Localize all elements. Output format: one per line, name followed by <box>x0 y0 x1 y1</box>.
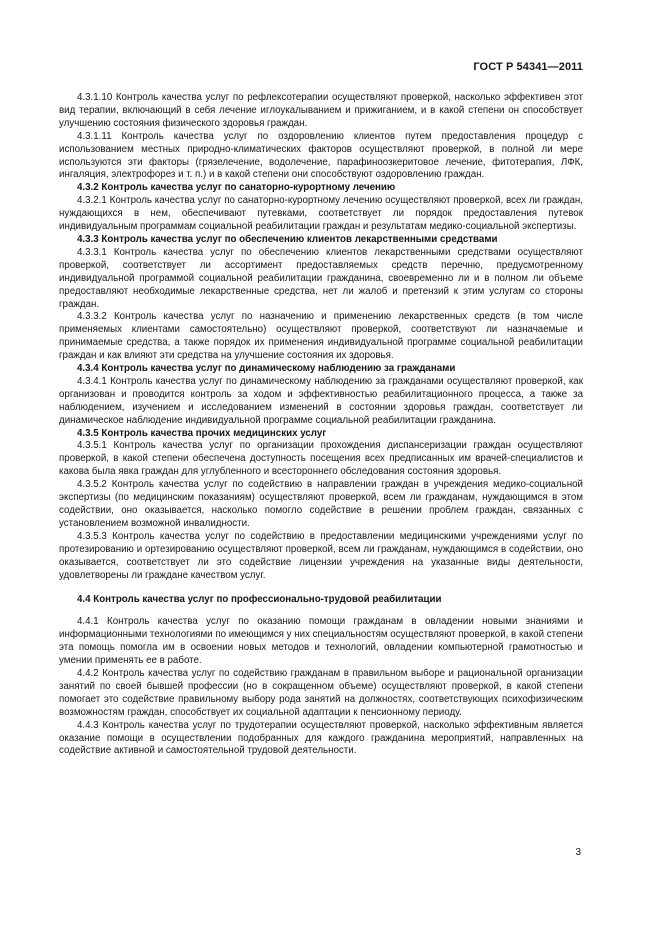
paragraph-4-3-5-3: 4.3.5.3 Контроль качества услуг по содействию в предоставлении медицинскими учреждениями услуг по протезированию и ортезированию осуществляют проверкой, всем ли гражданам, нуждающимся в содействии, оно оказывается, соответствует ли это содействие лицензии учреждения на указанные виды деятельности, удовлетворены ли граждане качеством услуг. <box>59 530 583 581</box>
paragraph-4-3-5-2: 4.3.5.2 Контроль качества услуг по содействию в направлении граждан в учреждения медико-социальной экспертизы (по медицинским показаниям) осуществляют проверкой, всем ли гражданам, нуждающимся в этом содействии, оно оказывается, насколько помогло содействие в решении проблем граждан, связанных с установлением возможной инвалидности. <box>59 479 583 529</box>
paragraph-4-4-2: 4.4.2 Контроль качества услуг по содействию гражданам в правильном выборе и рациональной организации занятий по своей бывшей профессии (но в сокращенном объеме) осуществляют проверкой, в какой степени помогает это содействие правильному выбору рода занятий на должностях, соответствующих психофизическим возможностям граждан, способствует их социальной адаптации к пенсионному периоду. <box>59 667 583 718</box>
section-heading-4-3-2: 4.3.2 Контроль качества услуг по санаторно-курортному лечению <box>77 182 396 194</box>
paragraph-4-3-5-1: 4.3.5.1 Контроль качества услуг по организации прохождения диспансеризации граждан осуществляют проверкой, в какой степени обеспечена доступность посещения всех предписанных им врачей-специалистов и какова была явка граждан для углубленного и всестороннего обследования состояния здоровья. <box>59 440 583 478</box>
paragraph-4-3-2-1: 4.3.2.1 Контроль качества услуг по санаторно-курортному лечению осуществляют проверкой, всех ли граждан, нуждающихся в нем, обеспечивают путевками, соответствует ли порядок предоставления путевок индивидуальным программам социальной реабилитации граждан и результатам медико-социальной экспертизы. <box>59 195 583 233</box>
standard-header: ГОСТ Р 54341—2011 <box>473 61 583 73</box>
paragraph-4-4-1: 4.4.1 Контроль качества услуг по оказанию помощи гражданам в овладении новыми знаниями и информационными технологиями по имеющимся у них специальностям осуществляют проверкой, в какой степени эта помощь помогла им в освоении новых методов и технологий, овладении компьютерной грамотностью и умении применять ее в работе. <box>59 616 583 667</box>
paragraph-4-3-3-1: 4.3.3.1 Контроль качества услуг по обеспечению клиентов лекарственными средствами осуществляют проверкой, соответствует ли ассортимент предоставляемых средств перечню, предусмотренному индивидуальной программой социальной реабилитации гражданина, своевременно ли и в полном ли объеме предоставляют необходимые лекарственные средства, нет ли жалоб и претензий к этим услугам со стороны граждан. <box>59 246 583 310</box>
paragraph-4-4-3: 4.4.3 Контроль качества услуг по трудотерапии осуществляют проверкой, насколько эффективным является оказание помощи в осуществлении подобранных для каждого гражданина мероприятий, направленных на содействие активной и самостоятельной трудовой деятельности. <box>59 719 583 757</box>
paragraph-4-3-4-1: 4.3.4.1 Контроль качества услуг по динамическому наблюдению за гражданами осуществляют проверкой, как организован и проводится контроль за ходом и эффективностью реабилитационного процесса, а также за наблюдением, изучением и исследованием изменений в состоянии здоровья граждан, соответствует ли динамическое наблюдение индивидуальной программе социальной реабилитации гражданина. <box>59 375 583 426</box>
section-heading-4-3-4: 4.3.4 Контроль качества услуг по динамическому наблюдению за гражданами <box>77 363 456 375</box>
document-body <box>59 92 583 758</box>
paragraph-4-3-1-11: 4.3.1.11 Контроль качества услуг по оздоровлению клиентов путем предоставления процедур с использованием местных природно-климатических факторов осуществляют проверкой, в полной ли мере используются эти факторы (грязелечение, водолечение, парафиноозкеритовое лечение, фитотерапия, ЛФК, ингаляция, электрофорез и т. п.) и в какой степени они способствуют оздоровлению граждан. <box>59 130 583 181</box>
section-heading-4-3-5: 4.3.5 Контроль качества прочих медицинских услуг <box>77 427 327 439</box>
section-heading-4-3-3: 4.3.3 Контроль качества услуг по обеспечению клиентов лекарственными средствами <box>77 233 498 245</box>
page-number: 3 <box>575 847 581 858</box>
section-heading-4-4: 4.4 Контроль качества услуг по профессионально-трудовой реабилитации <box>77 594 442 606</box>
paragraph-4-3-3-2: 4.3.3.2 Контроль качества услуг по назначению и применению лекарственных средств (в том числе применяемых клиентами самостоятельно) осуществляют проверкой, соответствуют ли назначаемые и принимаемые средства, а также порядок их применения индивидуальной программе социальной реабилитации граждан и как влияют эти средства на улучшение состояния их здоровья. <box>59 311 583 362</box>
paragraph-4-3-1-10: 4.3.1.10 Контроль качества услуг по рефлексотерапии осуществляют проверкой, насколько эффективен этот вид терапии, включающий в себя лечение иглоукалыванием и прижиганием, и в какой степени он способствует улучшению состояния физического здоровья граждан. <box>59 92 583 129</box>
